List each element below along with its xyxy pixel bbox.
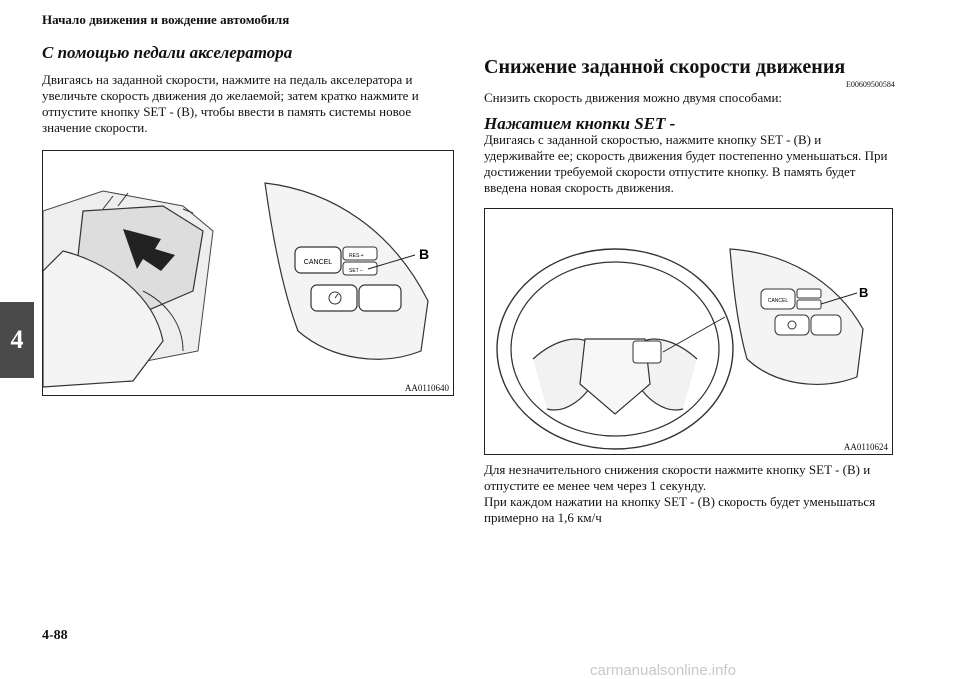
- section-set-text: Двигаясь с заданной скоростью, нажмите кнопку SET - (B) и удерживайте ее; скорость движения будет постепенно уменьшаться. При достижении требуемой скорости отпустите кнопку. В память будет введена новая скорость движения.: [484, 132, 888, 195]
- section-brief-text-2: При каждом нажатии на кнопку SET - (B) скорость будет уменьшаться примерно на 1,6 км/ч: [484, 494, 876, 525]
- res-label: RES +: [349, 253, 364, 259]
- chapter-tab: 4: [0, 302, 34, 378]
- callout-b-2: B: [859, 285, 869, 300]
- pedal-and-switch-illustration: [43, 151, 453, 395]
- section-reduce-code: E00609500584: [846, 80, 895, 89]
- section-set-title: Нажатием кнопки SET -: [484, 114, 676, 133]
- figure-steering-wheel: [484, 208, 893, 455]
- watermark: carmanualsonline.info: [590, 662, 736, 679]
- figure-code-2: AA0110624: [843, 442, 888, 452]
- figure-code: AA0110640: [404, 383, 449, 393]
- cancel-label: CANCEL: [303, 259, 333, 266]
- page-number: 4-88: [42, 628, 68, 643]
- section-brief-text-1: Для незначительного снижения скорости нажмите кнопку SET - (B) и отпустите ее менее чем через 1 секунду.: [484, 462, 871, 493]
- section-pedal-title: С помощью педали акселератора: [42, 43, 293, 62]
- cancel-label-small: CANCEL: [767, 298, 789, 304]
- page-header: Начало движения и вождение автомобиля: [42, 12, 290, 27]
- set-label: SET –: [349, 268, 363, 274]
- callout-b: B: [419, 246, 430, 262]
- figure-accelerator-pedal: [42, 150, 454, 396]
- section-reduce-intro: Снизить скорость движения можно двумя способами:: [484, 90, 783, 105]
- section-pedal-text: Двигаясь на заданной скорости, нажмите на педаль акселератора и увеличьте скорость движения до желаемой; затем кратко нажмите и отпустите кнопку SET - (B), чтобы ввести в память системы новое значение скорости.: [42, 72, 419, 135]
- section-reduce-title: Снижение заданной скорости движения: [484, 56, 846, 78]
- steering-wheel-illustration: [485, 209, 892, 454]
